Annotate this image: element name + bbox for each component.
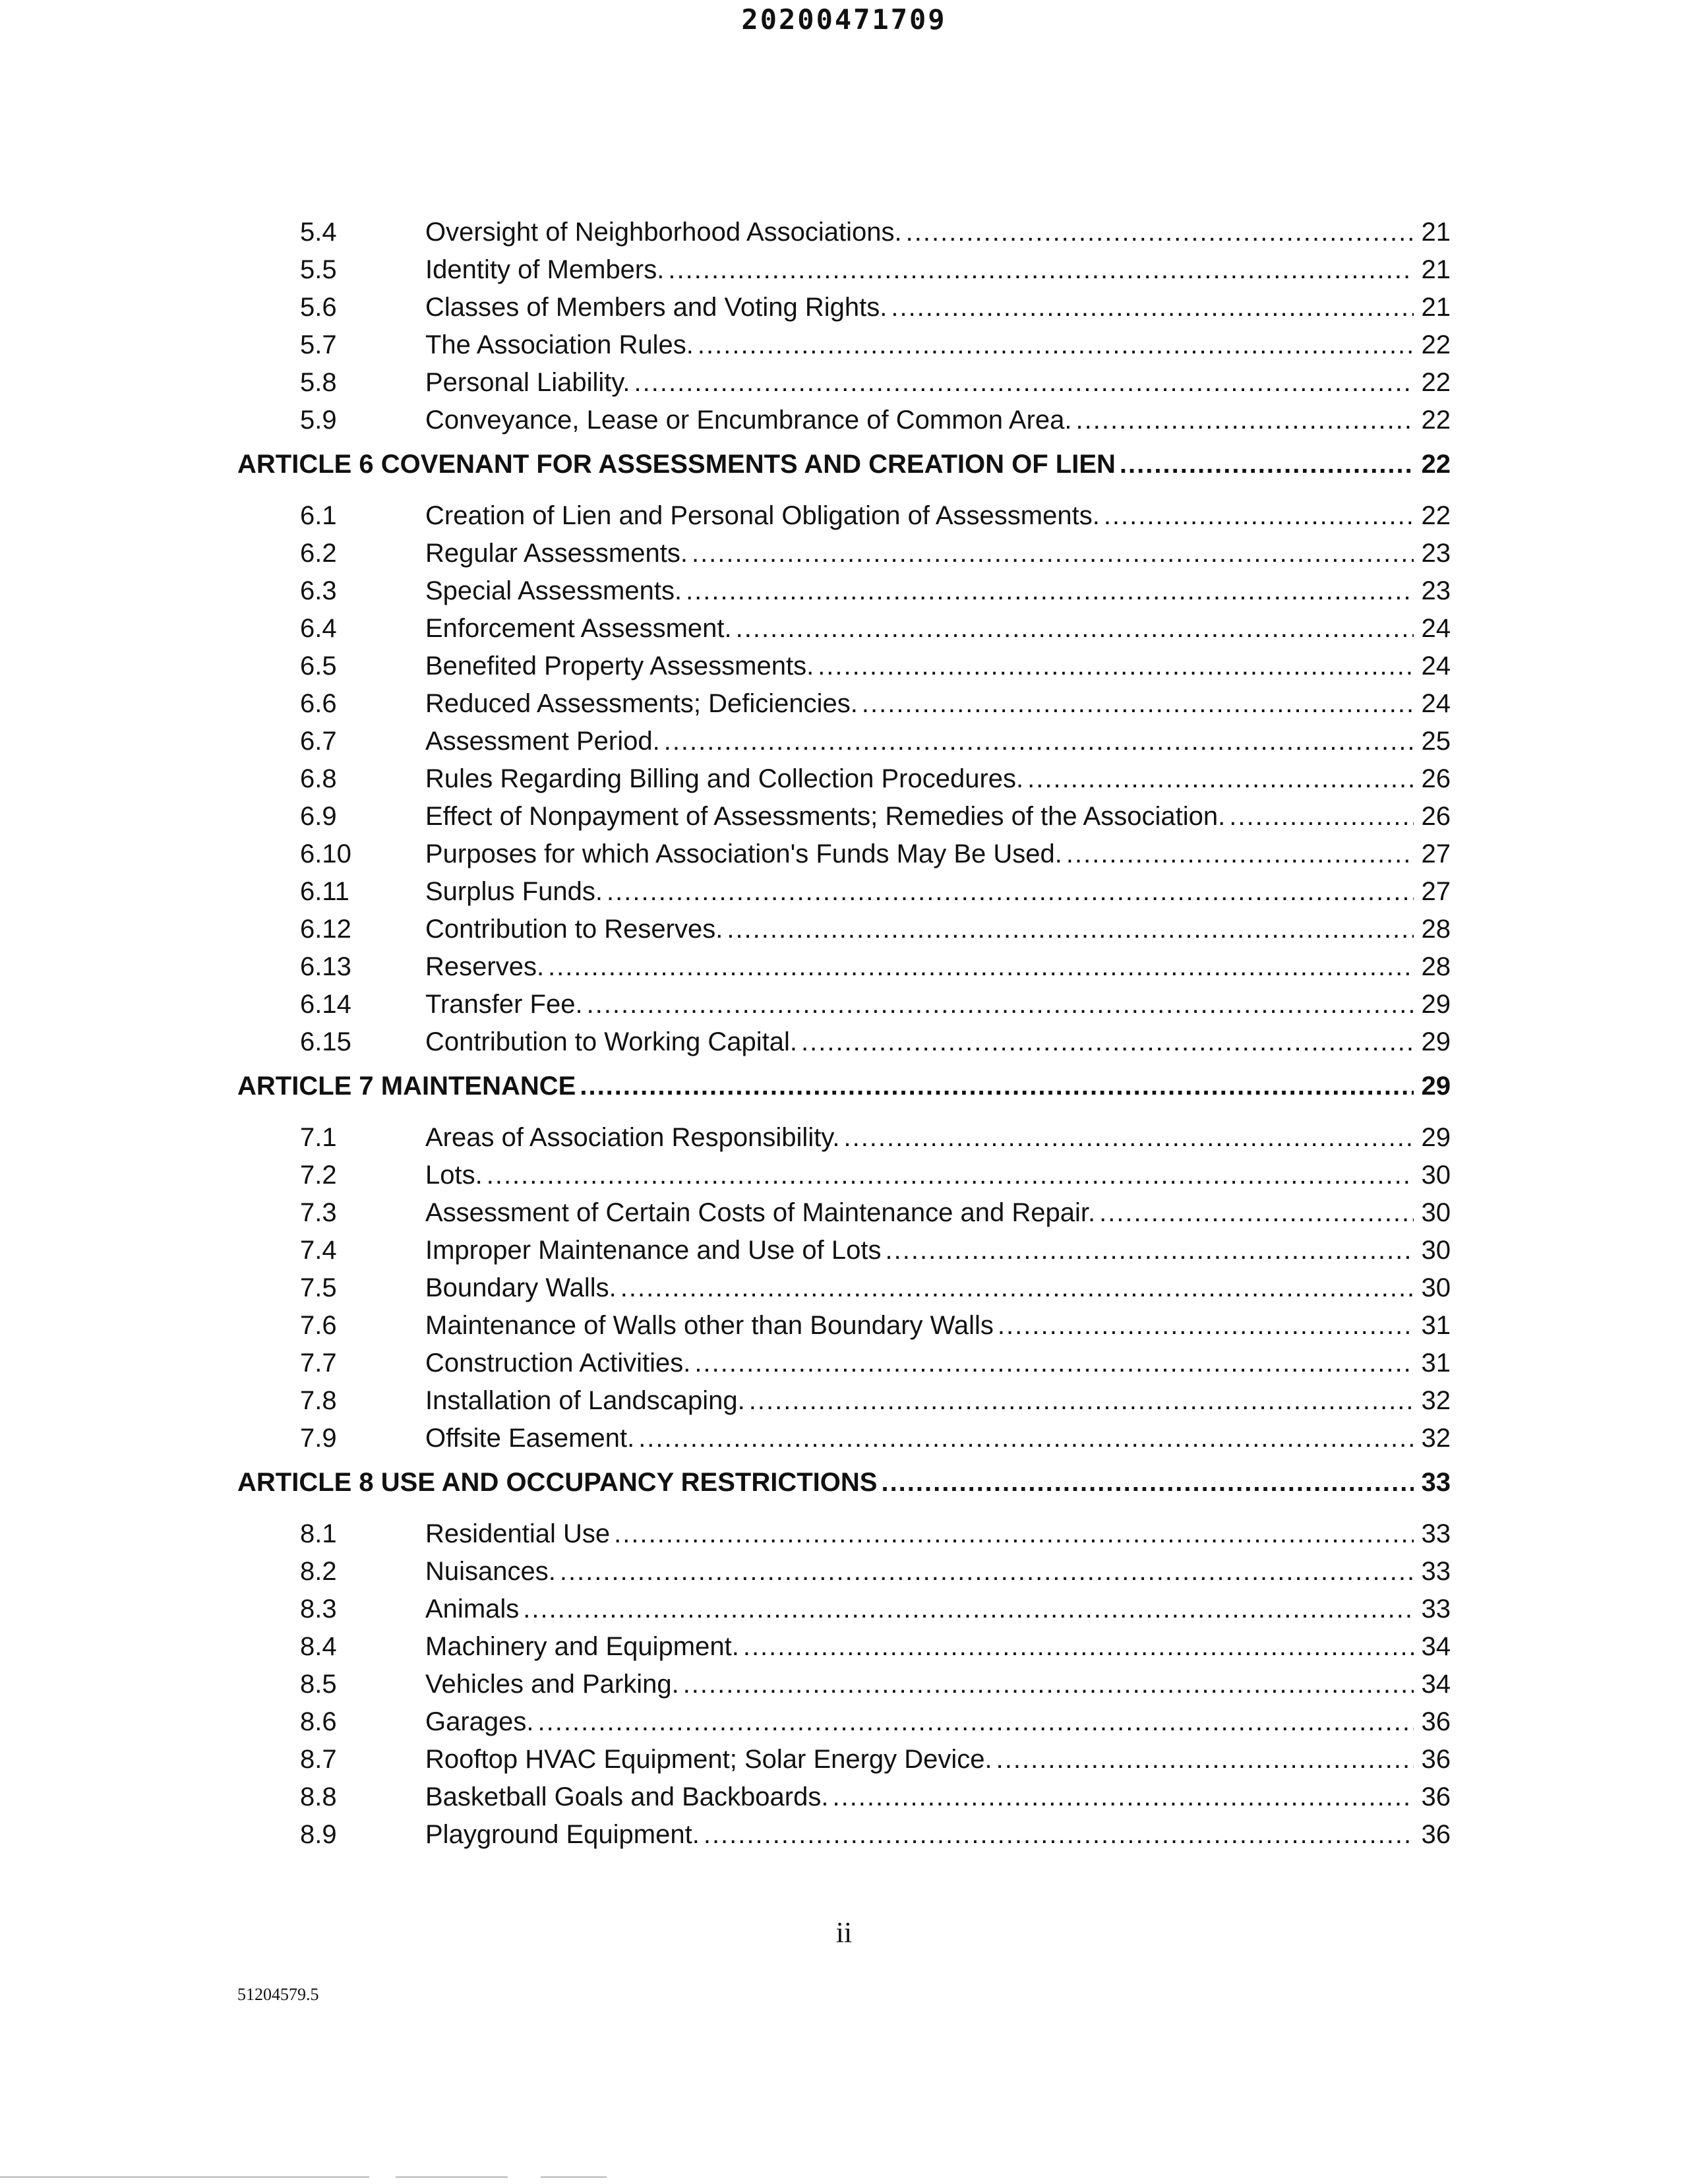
section-number: 6.14: [300, 990, 351, 1019]
entry-line: [425, 990, 1451, 1019]
toc-section-entry: [237, 727, 1451, 764]
section-title: Identity of Members.: [425, 255, 665, 284]
section-title: Regular Assessments.: [425, 539, 688, 568]
dot-leader: [1066, 839, 1414, 869]
toc-section-entry: [237, 576, 1451, 614]
dot-leader: [891, 293, 1414, 322]
entry-page-number: 31: [1421, 1349, 1451, 1378]
section-title: Assessment of Certain Costs of Maintenance and Repair.: [425, 1198, 1096, 1227]
entry-line: [425, 614, 1451, 644]
section-title: Boundary Walls.: [425, 1273, 617, 1302]
entry-page-number: 32: [1421, 1424, 1451, 1453]
toc-section-entry: [237, 1519, 1451, 1557]
entry-page-number: 36: [1421, 1745, 1451, 1774]
entry-page-number: 22: [1421, 368, 1451, 397]
toc-section-entry: [237, 1424, 1451, 1461]
dot-leader: [548, 952, 1414, 982]
entry-page-number: 32: [1421, 1386, 1451, 1415]
dot-leader: [523, 1594, 1414, 1624]
section-number: 7.2: [300, 1161, 337, 1190]
scan-artifact: [396, 2176, 508, 2178]
dot-leader: [686, 576, 1414, 606]
dot-leader: [620, 1273, 1414, 1303]
section-number: 8.1: [300, 1519, 337, 1548]
entry-page-number: 23: [1421, 539, 1451, 568]
entry-line: [425, 764, 1451, 794]
toc-section-entry: [237, 1745, 1451, 1782]
entry-page-number: 30: [1421, 1161, 1451, 1190]
entry-line: [425, 1198, 1451, 1228]
entry-page-number: 28: [1421, 915, 1451, 944]
entry-line: [425, 1745, 1451, 1774]
entry-page-number: 34: [1421, 1632, 1451, 1661]
section-title: Contribution to Reserves.: [425, 915, 723, 944]
entry-page-number: 31: [1421, 1311, 1451, 1340]
entry-page-number: 24: [1421, 689, 1451, 718]
entry-line: [425, 1236, 1451, 1265]
toc-section-entry: [237, 1670, 1451, 1707]
entry-line: [425, 406, 1451, 435]
toc-section-entry: [237, 802, 1451, 839]
dot-leader: [668, 255, 1414, 285]
dot-leader: [1076, 406, 1414, 435]
entry-page-number: 33: [1421, 1557, 1451, 1586]
section-number: 7.8: [300, 1386, 337, 1415]
entry-line: [425, 1311, 1451, 1341]
section-number: 6.10: [300, 839, 351, 868]
section-number: 7.1: [300, 1123, 337, 1152]
section-number: 8.6: [300, 1707, 337, 1736]
section-title: Effect of Nonpayment of Assessments; Remedies of the Association.: [425, 802, 1226, 831]
entry-line: [425, 839, 1451, 869]
toc-section-entry: [237, 1594, 1451, 1632]
section-number: 6.12: [300, 915, 351, 944]
toc-section-entry: [237, 406, 1451, 443]
section-title: Construction Activities.: [425, 1349, 691, 1378]
entry-page-number: 36: [1421, 1782, 1451, 1811]
dot-leader: [818, 652, 1414, 681]
section-number: 8.7: [300, 1745, 337, 1774]
section-title: Vehicles and Parking.: [425, 1670, 679, 1699]
entry-line: [425, 1424, 1451, 1453]
toc-section-entry: [237, 1386, 1451, 1424]
section-number: 6.4: [300, 614, 337, 643]
entry-page-number: 22: [1421, 450, 1451, 479]
section-number: 5.7: [300, 330, 337, 359]
toc-section-entry: [237, 839, 1451, 877]
dot-leader: [487, 1161, 1414, 1190]
dot-leader: [1120, 450, 1414, 479]
section-number: 7.4: [300, 1236, 337, 1265]
dot-leader: [801, 1027, 1414, 1057]
section-number: 8.3: [300, 1594, 337, 1623]
section-title: Animals: [425, 1594, 520, 1623]
toc-section-entry: [237, 539, 1451, 576]
dot-leader: [881, 1468, 1414, 1498]
section-number: 5.4: [300, 218, 337, 247]
section-number: 6.2: [300, 539, 337, 568]
toc-section-entry: [237, 218, 1451, 255]
dot-leader: [560, 1557, 1414, 1587]
section-title: Lots.: [425, 1161, 483, 1190]
entry-line: [425, 689, 1451, 719]
entry-page-number: 29: [1421, 1027, 1451, 1056]
dot-leader: [736, 614, 1414, 644]
dot-leader: [1099, 1198, 1414, 1228]
section-title: Special Assessments.: [425, 576, 682, 605]
toc-section-entry: [237, 614, 1451, 652]
toc-section-entry: [237, 1782, 1451, 1820]
dot-leader: [698, 330, 1414, 360]
section-number: 8.4: [300, 1632, 337, 1661]
entry-line: [425, 1273, 1451, 1303]
entry-line: [425, 330, 1451, 360]
section-title: Transfer Fee.: [425, 990, 583, 1019]
section-title: Improper Maintenance and Use of Lots: [425, 1236, 882, 1265]
section-title: Areas of Association Responsibility.: [425, 1123, 840, 1152]
entry-line: [425, 1123, 1451, 1153]
section-number: 7.9: [300, 1424, 337, 1453]
entry-page-number: 27: [1421, 839, 1451, 868]
entry-page-number: 36: [1421, 1820, 1451, 1849]
toc-section-entry: [237, 1707, 1451, 1745]
section-title: Contribution to Working Capital.: [425, 1027, 797, 1056]
dot-leader: [843, 1123, 1414, 1153]
toc-section-entry: [237, 1349, 1451, 1386]
entry-line: [425, 1782, 1451, 1812]
entry-page-number: 33: [1421, 1468, 1451, 1497]
section-title: Rooftop HVAC Equipment; Solar Energy Device.: [425, 1745, 992, 1774]
entry-line: [425, 255, 1451, 285]
section-number: 5.5: [300, 255, 337, 284]
entry-page-number: 33: [1421, 1519, 1451, 1548]
section-title: Residential Use: [425, 1519, 611, 1548]
section-title: Personal Liability.: [425, 368, 630, 397]
section-number: 6.7: [300, 727, 337, 756]
section-number: 7.6: [300, 1311, 337, 1340]
toc-section-entry: [237, 877, 1451, 915]
article-title: ARTICLE 7 MAINTENANCE: [237, 1072, 576, 1101]
entry-page-number: 21: [1421, 218, 1451, 247]
entry-page-number: 29: [1421, 1123, 1451, 1152]
section-number: 8.5: [300, 1670, 337, 1699]
dot-leader: [727, 915, 1414, 944]
dot-leader: [832, 1782, 1414, 1812]
dot-leader: [998, 1311, 1414, 1341]
toc-article-entry: [237, 1065, 1451, 1123]
section-number: 6.11: [300, 877, 349, 906]
dot-leader: [683, 1670, 1414, 1699]
section-title: Benefited Property Assessments.: [425, 652, 814, 681]
entry-page-number: 30: [1421, 1236, 1451, 1265]
entry-line: [425, 1707, 1451, 1737]
entry-line: [237, 450, 1451, 479]
scan-artifact: [0, 2176, 369, 2178]
section-title: Machinery and Equipment.: [425, 1632, 739, 1661]
toc-section-entry: [237, 1027, 1451, 1065]
section-number: 6.9: [300, 802, 337, 831]
entry-line: [425, 576, 1451, 606]
toc-section-entry: [237, 368, 1451, 406]
entry-page-number: 29: [1421, 990, 1451, 1019]
entry-page-number: 33: [1421, 1594, 1451, 1623]
section-title: Conveyance, Lease or Encumbrance of Common Area.: [425, 406, 1072, 435]
section-number: 8.9: [300, 1820, 337, 1849]
dot-leader: [638, 1424, 1414, 1453]
toc-section-entry: [237, 1273, 1451, 1311]
entry-line: [425, 1820, 1451, 1850]
entry-line: [425, 218, 1451, 247]
toc-section-entry: [237, 1557, 1451, 1594]
dot-leader: [743, 1632, 1414, 1662]
dot-leader: [1229, 802, 1414, 832]
entry-page-number: 26: [1421, 764, 1451, 793]
section-number: 6.1: [300, 501, 337, 530]
dot-leader: [692, 539, 1414, 568]
toc-section-entry: [237, 255, 1451, 293]
entry-page-number: 21: [1421, 293, 1451, 322]
entry-line: [425, 1594, 1451, 1624]
dot-leader: [694, 1349, 1414, 1378]
dot-leader: [906, 218, 1414, 247]
section-number: 5.9: [300, 406, 337, 435]
section-title: Surplus Funds.: [425, 877, 603, 906]
section-number: 5.6: [300, 293, 337, 322]
toc-section-entry: [237, 652, 1451, 689]
entry-page-number: 36: [1421, 1707, 1451, 1736]
entry-page-number: 28: [1421, 952, 1451, 981]
section-number: 8.2: [300, 1557, 337, 1586]
dot-leader: [996, 1745, 1414, 1774]
section-number: 6.3: [300, 576, 337, 605]
article-title: ARTICLE 8 USE AND OCCUPANCY RESTRICTIONS: [237, 1468, 878, 1497]
section-title: Playground Equipment.: [425, 1820, 700, 1849]
section-number: 7.3: [300, 1198, 337, 1227]
section-number: 6.13: [300, 952, 351, 981]
toc-section-entry: [237, 915, 1451, 952]
toc-section-entry: [237, 1198, 1451, 1236]
dot-leader: [634, 368, 1414, 398]
entry-line: [425, 1557, 1451, 1587]
section-title: Reduced Assessments; Deficiencies.: [425, 689, 858, 718]
toc-section-entry: [237, 689, 1451, 727]
dot-leader: [749, 1386, 1414, 1416]
toc-section-entry: [237, 1311, 1451, 1349]
scan-artifact: [541, 2176, 607, 2178]
entry-line: [425, 1161, 1451, 1190]
dot-leader: [580, 1072, 1414, 1101]
section-title: Nuisances.: [425, 1557, 556, 1586]
section-title: Enforcement Assessment.: [425, 614, 732, 643]
table-of-contents: [237, 218, 1451, 1858]
section-title: Reserves.: [425, 952, 545, 981]
entry-line: [425, 877, 1451, 907]
entry-page-number: 27: [1421, 877, 1451, 906]
toc-section-entry: [237, 1161, 1451, 1198]
toc-section-entry: [237, 1123, 1451, 1161]
entry-page-number: 22: [1421, 501, 1451, 530]
entry-line: [425, 1349, 1451, 1378]
entry-page-number: 34: [1421, 1670, 1451, 1699]
entry-page-number: 22: [1421, 330, 1451, 359]
entry-page-number: 30: [1421, 1273, 1451, 1302]
entry-line: [425, 368, 1451, 398]
section-number: 6.6: [300, 689, 337, 718]
entry-line: [237, 1072, 1451, 1101]
page-number: ii: [835, 1916, 853, 1949]
entry-line: [425, 1670, 1451, 1699]
entry-line: [425, 539, 1451, 568]
entry-page-number: 25: [1421, 727, 1451, 756]
entry-line: [425, 915, 1451, 944]
dot-leader: [886, 1236, 1414, 1265]
dot-leader: [587, 990, 1414, 1019]
entry-line: [425, 1027, 1451, 1057]
section-title: Rules Regarding Billing and Collection Procedures.: [425, 764, 1024, 793]
dot-leader: [704, 1820, 1414, 1850]
entry-page-number: 24: [1421, 614, 1451, 643]
toc-section-entry: [237, 1236, 1451, 1273]
section-number: 7.7: [300, 1349, 337, 1378]
section-title: Installation of Landscaping.: [425, 1386, 745, 1415]
toc-section-entry: [237, 1632, 1451, 1670]
entry-page-number: 21: [1421, 255, 1451, 284]
article-title: ARTICLE 6 COVENANT FOR ASSESSMENTS AND CREATION OF LIEN: [237, 450, 1116, 479]
entry-page-number: 26: [1421, 802, 1451, 831]
section-title: Creation of Lien and Personal Obligation of Assessments.: [425, 501, 1100, 530]
section-number: 7.5: [300, 1273, 337, 1302]
section-title: Oversight of Neighborhood Associations.: [425, 218, 902, 247]
section-number: 6.8: [300, 764, 337, 793]
dot-leader: [614, 1519, 1414, 1549]
dot-leader: [1027, 764, 1414, 794]
section-title: Basketball Goals and Backboards.: [425, 1782, 829, 1811]
section-number: 6.15: [300, 1027, 351, 1056]
entry-line: [425, 501, 1451, 531]
toc-section-entry: [237, 1820, 1451, 1858]
toc-article-entry: [237, 1461, 1451, 1519]
toc-section-entry: [237, 952, 1451, 990]
document-number: 20200471709: [741, 3, 947, 36]
toc-section-entry: [237, 501, 1451, 539]
section-title: Maintenance of Walls other than Boundary Walls: [425, 1311, 994, 1340]
entry-page-number: 29: [1421, 1072, 1451, 1101]
section-title: Offsite Easement.: [425, 1424, 635, 1453]
section-title: The Association Rules.: [425, 330, 694, 359]
document-code: 51204579.5: [237, 1985, 319, 2004]
dot-leader: [862, 689, 1414, 719]
dot-leader: [538, 1707, 1414, 1737]
entry-line: [425, 727, 1451, 756]
entry-page-number: 30: [1421, 1198, 1451, 1227]
entry-line: [425, 293, 1451, 322]
entry-line: [425, 952, 1451, 982]
dot-leader: [607, 877, 1414, 907]
toc-article-entry: [237, 443, 1451, 501]
entry-line: [425, 1386, 1451, 1416]
section-title: Purposes for which Association's Funds May Be Used.: [425, 839, 1062, 868]
entry-line: [425, 1632, 1451, 1662]
section-title: Classes of Members and Voting Rights.: [425, 293, 888, 322]
section-number: 8.8: [300, 1782, 337, 1811]
dot-leader: [664, 727, 1414, 756]
section-title: Garages.: [425, 1707, 534, 1736]
entry-page-number: 22: [1421, 406, 1451, 435]
entry-page-number: 23: [1421, 576, 1451, 605]
section-number: 5.8: [300, 368, 337, 397]
section-title: Assessment Period.: [425, 727, 660, 756]
entry-line: [425, 1519, 1451, 1549]
dot-leader: [1104, 501, 1414, 531]
entry-line: [237, 1468, 1451, 1498]
entry-line: [425, 652, 1451, 681]
toc-section-entry: [237, 990, 1451, 1027]
toc-section-entry: [237, 293, 1451, 330]
toc-section-entry: [237, 764, 1451, 802]
entry-line: [425, 802, 1451, 832]
section-number: 6.5: [300, 652, 337, 681]
toc-section-entry: [237, 330, 1451, 368]
entry-page-number: 24: [1421, 652, 1451, 681]
